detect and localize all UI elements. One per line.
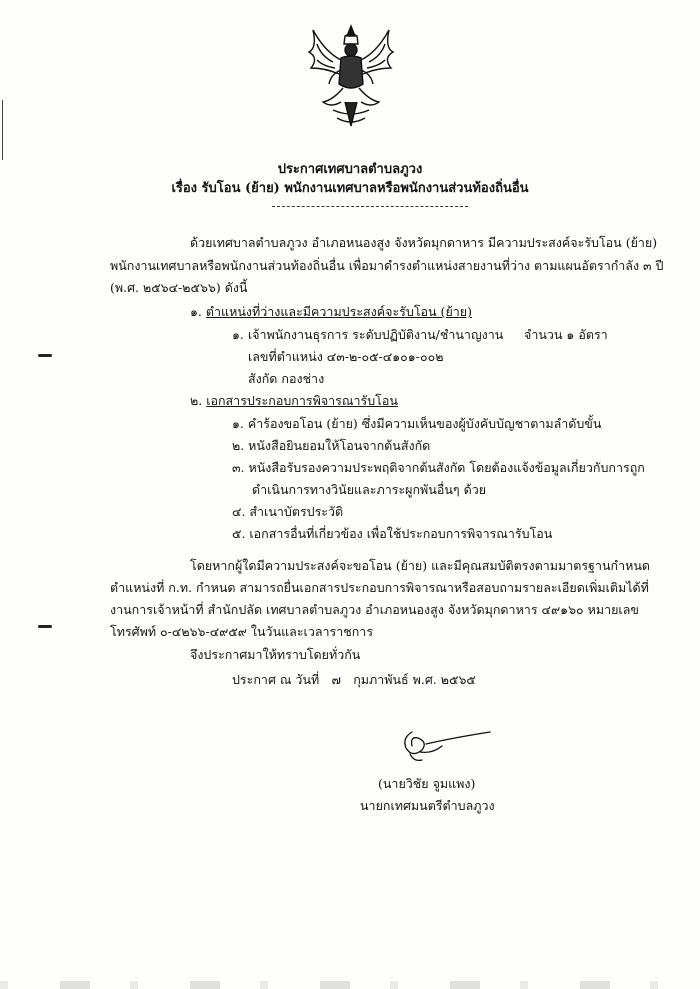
scan-edge-mark bbox=[2, 100, 3, 160]
section2-number: ๒. bbox=[190, 393, 203, 408]
announcement-date bbox=[232, 670, 476, 690]
document-item: ๑. คำร้องขอโอน (ย้าย) ซึ่งมีความเห็นของผู้บังคับบัญชาตามลำดับขั้น bbox=[232, 416, 602, 431]
section1-title: ตำแหน่งที่ว่างและมีความประสงค์จะรับโอน (ย้าย) bbox=[205, 304, 472, 319]
section2-title: เอกสารประกอบการพิจารณารับโอน bbox=[206, 393, 398, 408]
signatory-title: นายกเทศมนตรีตำบลภูวง bbox=[360, 798, 495, 813]
closing-line: โดยหากผู้ใดมีความประสงค์จะขอโอน (ย้าย) และมีคุณสมบัติตรงตามมาตรฐานกำหนด bbox=[190, 558, 650, 573]
announce-line: จึงประกาศมาให้ทราบโดยทั่วกัน bbox=[190, 647, 361, 662]
scan-bottom-edge bbox=[0, 981, 700, 989]
intro-line: (พ.ศ. ๒๕๖๔-๒๕๖๖) ดังนี้ bbox=[110, 280, 248, 295]
margin-mark bbox=[38, 354, 52, 357]
section1-heading bbox=[190, 302, 472, 322]
vacancy-quantity: จำนวน ๑ อัตรา bbox=[524, 327, 608, 342]
closing-line: โทรศัพท์ ๐-๔๒๖๖-๔๙๕๙ ในวันและเวลาราชการ bbox=[110, 624, 374, 639]
signatory-name: (นายวิชัย จูมแพง) bbox=[378, 776, 476, 791]
vacant-position: ๑. เจ้าพนักงานธุรการ ระดับปฏิบัติงาน/ชำนาญงาน bbox=[232, 327, 504, 342]
announcement-title: ประกาศเทศบาลตำบลภูวง bbox=[277, 162, 423, 177]
announcement-subject: เรื่อง รับโอน (ย้าย) พนักงานเทศบาลหรือพนักงานส่วนท้องถิ่นอื่น bbox=[171, 181, 529, 196]
section2-heading bbox=[190, 391, 398, 411]
position-number: เลขที่ตำแหน่ง ๔๓-๒-๐๕-๔๑๐๑-๐๐๒ bbox=[248, 349, 444, 364]
section1-number: ๑. bbox=[190, 304, 202, 319]
date-month-year: กุมภาพันธ์ พ.ศ. ๒๕๖๕ bbox=[353, 672, 476, 687]
intro-line: พนักงานเทศบาลหรือพนักงานส่วนท้องถิ่นอื่น เพื่อมาดำรงตำแหน่งสายงานที่ว่าง ตามแผนอัตรากำลัง ๓ ปี bbox=[110, 258, 664, 273]
document-item: ๔. สำเนาบัตรประวัติ bbox=[232, 504, 344, 519]
document-item: ๓. หนังสือรับรองความประพฤติจากต้นสังกัด โดยต้องแจ้งข้อมูลเกี่ยวกับการถูก bbox=[232, 460, 645, 475]
document-item-continuation: ดำเนินการทางวินัยและภาระผูกพันอื่นๆ ด้วย bbox=[252, 482, 487, 497]
handwritten-signature bbox=[392, 724, 492, 766]
position-division: สังกัด กองช่าง bbox=[248, 371, 325, 386]
closing-line: งานการเจ้าหน้าที่ สำนักปลัด เทศบาลตำบลภูวง อำเภอหนองสูง จังหวัดมุกดาหาร ๔๙๑๖๐ หมายเลข bbox=[110, 602, 639, 617]
title-divider bbox=[272, 206, 468, 207]
document-item: ๕. เอกสารอื่นที่เกี่ยวข้อง เพื่อใช้ประกอบการพิจารณารับโอน bbox=[232, 526, 553, 541]
closing-line: ตำแหน่งที่ ก.ท. กำหนด สามารถยื่นเอกสารประกอบการพิจารณาหรือสอบถามรายละเอียดเพิ่มเติมได้ที่ bbox=[110, 580, 649, 595]
garuda-emblem-icon bbox=[303, 22, 399, 132]
date-day: ๗ bbox=[331, 672, 341, 687]
date-prefix: ประกาศ ณ วันที่ bbox=[232, 672, 320, 687]
margin-mark bbox=[38, 625, 52, 628]
document-item: ๒. หนังสือยินยอมให้โอนจากต้นสังกัด bbox=[232, 438, 431, 453]
intro-line: ด้วยเทศบาลตำบลภูวง อำเภอหนองสูง จังหวัดมุกดาหาร มีความประสงค์จะรับโอน (ย้าย) bbox=[190, 235, 658, 250]
